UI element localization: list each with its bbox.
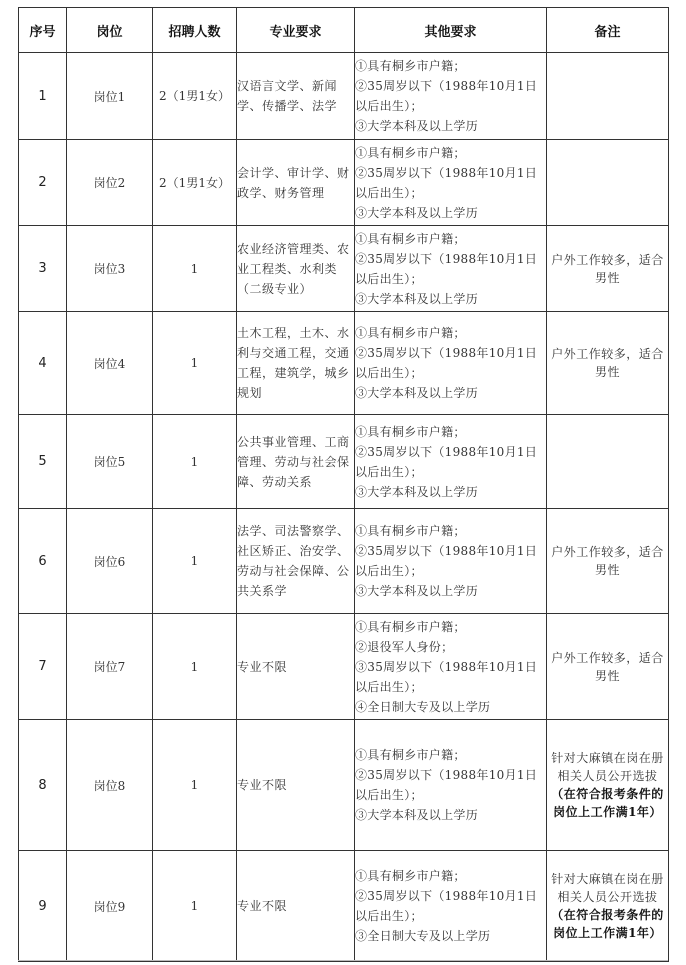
header-post: 岗位 <box>67 8 153 53</box>
cell-count: 1 <box>153 509 237 614</box>
cell-note <box>547 140 669 226</box>
other-requirement-line: ③大学本科及以上学历 <box>355 808 479 822</box>
cell-other <box>355 226 547 312</box>
other-requirement-line: ①具有桐乡市户籍； <box>355 619 466 634</box>
table-row <box>19 851 669 962</box>
cell-seq: 5 <box>19 415 67 509</box>
other-requirement-line: ③大学本科及以上学历 <box>355 205 479 220</box>
bottom-rule <box>18 960 668 961</box>
cell-count: 1 <box>153 720 237 851</box>
cell-note <box>547 415 669 509</box>
table-row <box>19 415 669 509</box>
table-header <box>19 8 669 53</box>
cell-post: 岗位3 <box>67 226 153 312</box>
other-requirement-line: ②35周岁以下（1988年10月1日以后出生）； <box>355 346 538 380</box>
cell-post: 岗位7 <box>67 614 153 720</box>
other-requirement-line: ①具有桐乡市户籍； <box>355 145 466 160</box>
cell-major: 会计学、审计学、财政学、财务管理 <box>237 140 355 226</box>
cell-post: 岗位4 <box>67 312 153 415</box>
other-requirement-line: ③大学本科及以上学历 <box>355 584 479 598</box>
note-text: 户外工作较多，适合男性 <box>551 650 664 683</box>
cell-seq: 3 <box>19 226 67 312</box>
table-row <box>19 312 669 415</box>
header-count: 招聘人数 <box>153 8 237 53</box>
cell-note <box>547 312 669 415</box>
header-note: 备注 <box>547 8 669 53</box>
other-requirement-line: ②35周岁以下（1988年10月1日以后出生）； <box>355 79 538 113</box>
other-requirement-line: ②35周岁以下（1988年10月1日以后出生）； <box>355 251 538 286</box>
other-requirement-line: ①具有桐乡市户籍； <box>355 59 466 73</box>
other-requirement-line: ③大学本科及以上学历 <box>355 386 479 400</box>
other-requirement-line: ①具有桐乡市户籍； <box>355 869 466 883</box>
note-emphasis: （在符合报考条件的岗位上工作满1年） <box>551 787 664 819</box>
recruitment-table <box>18 7 669 962</box>
cell-note <box>547 226 669 312</box>
cell-seq: 8 <box>19 720 67 851</box>
header-major: 专业要求 <box>237 8 355 53</box>
cell-count: 1 <box>153 415 237 509</box>
note-text: 户外工作较多，适合男性 <box>551 545 664 577</box>
header-row <box>19 8 669 53</box>
note-text: 户外工作较多，适合男性 <box>551 252 664 285</box>
cell-count: 1 <box>153 312 237 415</box>
other-requirement-line: ②35周岁以下（1988年10月1日以后出生）； <box>355 889 538 923</box>
header-seq: 序号 <box>19 8 67 53</box>
other-requirement-line: ③大学本科及以上学历 <box>355 484 479 499</box>
table-row <box>19 53 669 140</box>
cell-post: 岗位9 <box>67 851 153 962</box>
other-requirement-line: ③大学本科及以上学历 <box>355 119 479 133</box>
cell-major: 专业不限 <box>237 720 355 851</box>
cell-major: 公共事业管理、工商管理、劳动与社会保障、劳动关系 <box>237 415 355 509</box>
cell-other <box>355 312 547 415</box>
note-text: 针对大麻镇在岗在册相关人员公开选拔 <box>551 751 664 783</box>
cell-note <box>547 720 669 851</box>
table-row <box>19 140 669 226</box>
cell-seq: 1 <box>19 53 67 140</box>
cell-seq: 2 <box>19 140 67 226</box>
table-row <box>19 226 669 312</box>
cell-other <box>355 720 547 851</box>
cell-seq: 9 <box>19 851 67 962</box>
other-requirement-line: ①具有桐乡市户籍； <box>355 424 466 439</box>
other-requirement-line: ③全日制大专及以上学历 <box>355 929 491 943</box>
other-requirement-line: ④全日制大专及以上学历 <box>355 699 491 714</box>
cell-post: 岗位6 <box>67 509 153 614</box>
other-requirement-line: ③35周岁以下（1988年10月1日以后出生）； <box>355 659 538 694</box>
header-other: 其他要求 <box>355 8 547 53</box>
other-requirement-line: ②35周岁以下（1988年10月1日以后出生）； <box>355 165 538 200</box>
cell-major: 土木工程，土木、水利与交通工程，交通工程，建筑学，城乡规划 <box>237 312 355 415</box>
cell-post: 岗位5 <box>67 415 153 509</box>
other-requirement-line: ②35周岁以下（1988年10月1日以后出生）； <box>355 444 538 479</box>
other-requirement-line: ②退役军人身份； <box>355 639 454 654</box>
cell-other <box>355 415 547 509</box>
cell-count: 1 <box>153 226 237 312</box>
cell-other <box>355 140 547 226</box>
table-row <box>19 614 669 720</box>
cell-post: 岗位1 <box>67 53 153 140</box>
cell-seq: 4 <box>19 312 67 415</box>
other-requirement-line: ①具有桐乡市户籍； <box>355 524 466 538</box>
cell-note <box>547 509 669 614</box>
cell-other <box>355 851 547 962</box>
other-requirement-line: ③大学本科及以上学历 <box>355 291 479 306</box>
table-body <box>19 53 669 962</box>
other-requirement-line: ①具有桐乡市户籍； <box>355 748 466 762</box>
cell-count: 1 <box>153 614 237 720</box>
cell-major: 农业经济管理类、农业工程类、水利类（二级专业） <box>237 226 355 312</box>
cell-seq: 6 <box>19 509 67 614</box>
cell-count: 2（1男1女） <box>153 140 237 226</box>
cell-note <box>547 614 669 720</box>
note-text: 针对大麻镇在岗在册相关人员公开选拔 <box>551 872 664 904</box>
other-requirement-line: ②35周岁以下（1988年10月1日以后出生）； <box>355 544 538 578</box>
note-text: 户外工作较多，适合男性 <box>551 347 664 379</box>
cell-other <box>355 509 547 614</box>
table-row <box>19 720 669 851</box>
note-emphasis: （在符合报考条件的岗位上工作满1年） <box>551 908 664 940</box>
cell-post: 岗位2 <box>67 140 153 226</box>
cell-major: 汉语言文学、新闻学、传播学、法学 <box>237 53 355 140</box>
cell-post: 岗位8 <box>67 720 153 851</box>
cell-note <box>547 53 669 140</box>
cell-major: 法学、司法警察学、社区矫正、治安学、劳动与社会保障、公共关系学 <box>237 509 355 614</box>
other-requirement-line: ①具有桐乡市户籍； <box>355 231 466 246</box>
cell-other <box>355 53 547 140</box>
cell-count: 2（1男1女） <box>153 53 237 140</box>
cell-seq: 7 <box>19 614 67 720</box>
cell-major: 专业不限 <box>237 851 355 962</box>
other-requirement-line: ①具有桐乡市户籍； <box>355 326 466 340</box>
cell-count: 1 <box>153 851 237 962</box>
cell-other <box>355 614 547 720</box>
table-row <box>19 509 669 614</box>
cell-major: 专业不限 <box>237 614 355 720</box>
cell-note <box>547 851 669 962</box>
other-requirement-line: ②35周岁以下（1988年10月1日以后出生）； <box>355 768 538 802</box>
